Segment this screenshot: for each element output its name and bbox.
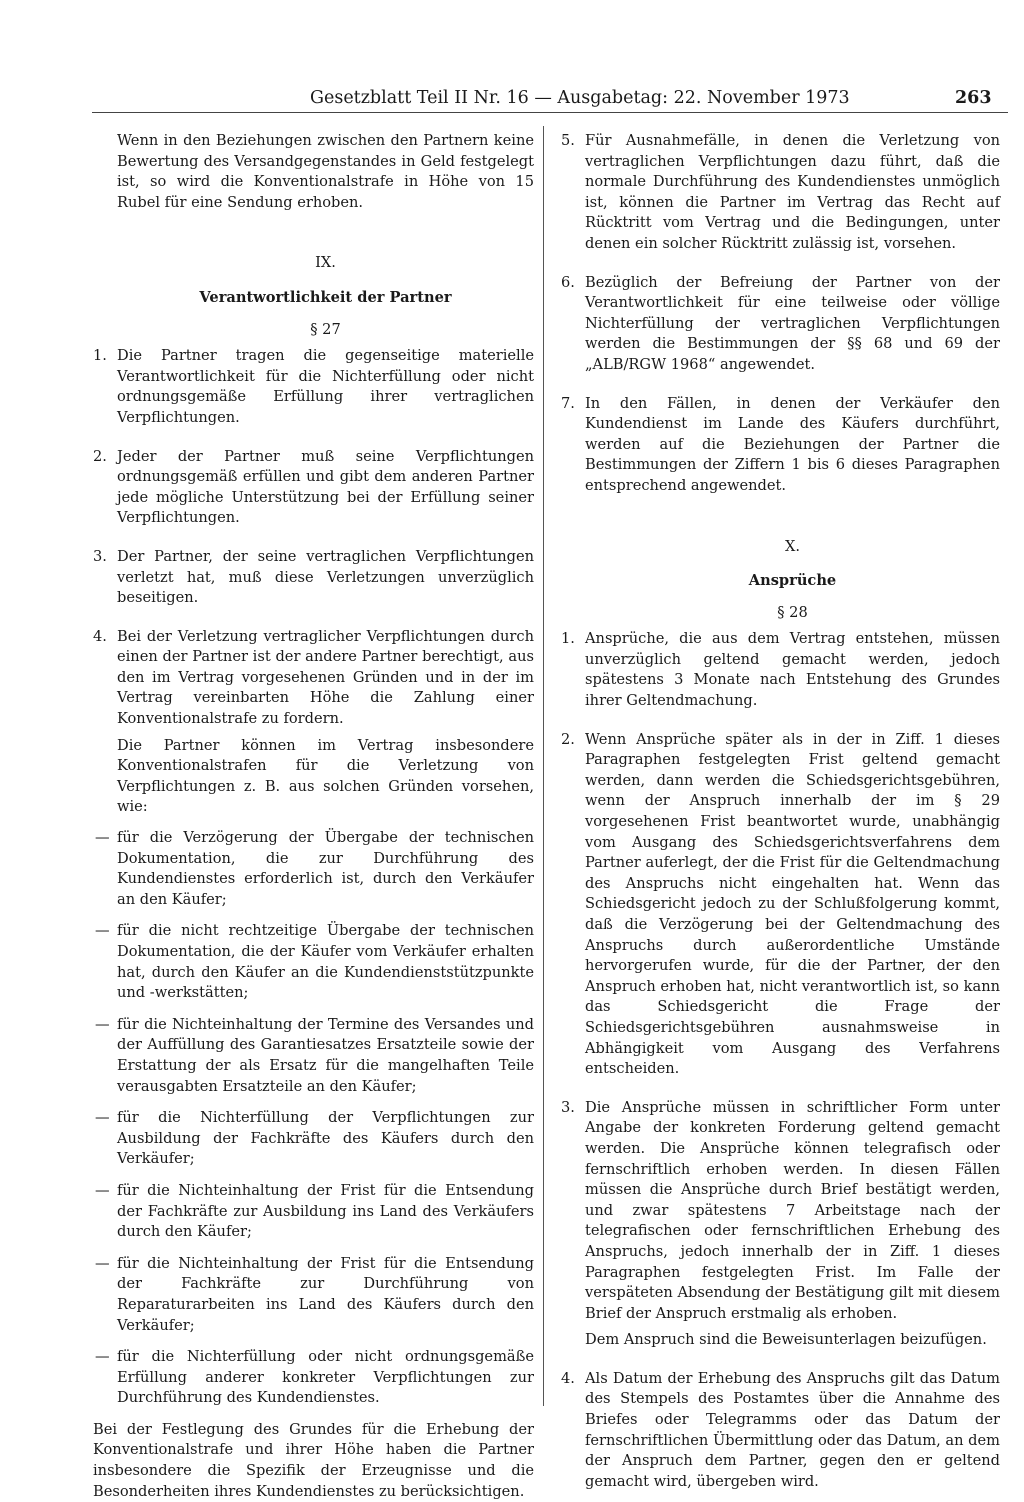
item-text: Bezüglich der Befreiung der Partner von der Verantwortlichkeit für eine teilweise oder völlige Nichterfüllung der vertraglichen Verpflichtungen werden die Bestimmungen der §§ 68 und 69 der „ALB/RGW 1968“ angewendet. [585,273,1000,373]
page-header: Gesetzblatt Teil II Nr. 16 — Ausgabetag: 22. November 1973 [310,88,850,108]
list-item [561,131,1000,255]
list-item [93,447,534,529]
header-rule [92,112,1008,113]
item-text: Jeder der Partner muß seine Verpflichtungen ordnungsgemäß erfüllen und gibt dem anderen Partner jede mögliche Unterstützung bei der Erfüllung seiner Verpflichtungen. [117,447,534,527]
section-number: IX. [315,254,336,272]
list-item [93,346,534,428]
list-item [561,1098,1000,1325]
item-text: Für Ausnahmefälle, in denen die Verletzung von vertraglichen Verpflichtungen dazu führt, daß die normale Durchführung des Kundendienstes unmöglich ist, können die Partner im Vertrag das Recht auf Rücktritt vom Vertrag und die Bedingungen, unter denen ein solcher Rücktritt zulässig ist, vorsehen. [585,132,1000,252]
item-number: 6. [561,273,575,291]
item-number: 3. [93,547,107,565]
section-title: Verantwortlichkeit der Partner [199,288,452,306]
intro-paragraph: Wenn in den Beziehungen zwischen den Partnern keine Bewertung des Versandgegenstandes in Geld festgelegt ist, so wird die Konventionalstrafe in Höhe von 15 Rubel für eine Sendung erhoben. [117,132,534,211]
dash-item: — für die nicht rechtzeitige Übergabe der technischen Dokumentation, die der Käufer vom Verkäufer erhalten hat, durch den Käufer an die Kundendienststützpunkte und -werkstätten; [95,922,534,1002]
item-number: 2. [93,447,107,465]
item-text: Als Datum der Erhebung des Anspruchs gilt das Datum des Stempels des Postamtes über die Annahme des Briefes oder Telegramms oder das Datum der fernschriftlichen Übermittlung oder das Datum, an dem der Anspruch dem Partner, gegen den er geltend gemacht wird, übergeben wird. [585,1369,1000,1490]
item-text: Der Partner, der seine vertraglichen Verpflichtungen verletzt hat, muß diese Verletzungen unverzüglich beseitigen. [117,547,534,607]
dash-item: — für die Nichteinhaltung der Termine des Versandes und der Auffüllung des Garantiesatzes Ersatzteile sowie der Erstattung der als Ersatz für die mangelhaften Teile verausgabten Ersatzteile an den Käufer; [95,1015,534,1095]
item-number: 3. [561,1098,575,1116]
list-item [561,730,1000,1080]
dash-item: — für die Nichterfüllung der Verpflichtungen zur Ausbildung der Fachkräfte des Käufers durch den Verkäufer; [95,1109,534,1168]
item-text: Die Partner tragen die gegenseitige materielle Verantwortlichkeit für die Nichterfüllung oder nicht ordnungsgemäße Erfüllung ihrer vertraglichen Verpflichtungen. [117,347,534,426]
item-number: 2. [561,730,575,748]
item-text: Die Ansprüche müssen in schriftlicher Form unter Angabe der konkreten Forderung geltend gemacht werden. Die Ansprüche können telegrafisch oder fernschriftlich erhoben werden. In diesen Fällen müssen die Ansprüche durch Brief bestätigt werden, und zwar spätestens 7 Arbeitstage nach der telegrafischen oder fernschriftlichen Erhebung des Anspruchs, jedoch innerhalb der in Ziff. 1 dieses Paragraphen festgelegten Frist. Im Falle der verspäteten Absendung der Bestätigung gilt mit diesem Brief der Anspruch erstmalig als erhoben. [585,1098,1000,1322]
list-item [561,273,1000,376]
section-number: X. [784,537,801,555]
closing-paragraph: Bei der Festlegung des Grundes für die Erhebung der Konventionalstrafe und ihrer Höhe haben die Partner insbesondere die Spezifik der Erzeugnisse und die Besonderheiten ihres Kundendienstes zu berücksichtigen. [93,1420,534,1500]
left-column [93,131,534,1502]
item-number: 7. [561,394,575,412]
column-divider [543,126,544,1406]
dash-item: — für die Nichteinhaltung der Frist für die Entsendung der Fachkräfte zur Durchführung von Reparaturarbeiten ins Land des Käufers durch den Verkäufer; [95,1254,534,1334]
item-number: 4. [561,1369,575,1387]
item-text: Wenn Ansprüche später als in der in Ziff. 1 dieses Paragraphen festgelegten Frist geltend gemacht werden, dann werden die Schiedsgerichtsgebühren, wenn der Anspruch innerhalb der im § 29 vorgesehenen Frist beantwortet wurde, unabhängig vom Ausgang des Schiedsgerichtsverfahrens dem Partner auferlegt, der die Frist für die Geltendmachung des Anspruchs nicht eingehalten hat. Wenn das Schiedsgericht jedoch zu der Schlußfolgerung kommt, daß die Verzögerung bei der Geltendmachung des Anspruchs durch außerordentliche Umstände hervorgerufen wurde, für die der Partner, der den Anspruch erhoben hat, nicht verantwortlich ist, so kann das Schiedsgericht die Frage der Schiedsgerichtsgebühren ausnahmsweise in Abhängigkeit vom Ausgang des Verfahrens entscheiden. [585,730,1000,1078]
item-continuation: Dem Anspruch sind die Beweisunterlagen beizufügen. [585,1331,987,1349]
item-continuation: Die Partner können im Vertrag insbesondere Konventionalstrafen für die Verletzung von Verpflichtungen z. B. aus solchen Gründen vorsehen, wie: [117,736,534,816]
list-item [561,1369,1000,1493]
list-item [561,629,1000,711]
item-number: 1. [561,630,575,648]
item-text: In den Fällen, in denen der Verkäufer den Kundendienst im Lande des Käufers durchführt, werden auf die Beziehungen der Partner die Bestimmungen der Ziffern 1 bis 6 dieses Paragraphen entsprechend angewendet. [585,394,1000,494]
list-item [93,627,534,730]
item-number: 1. [93,347,107,365]
page-number: 263 [955,88,992,108]
dash-list [95,822,534,1409]
dash-item: — für die Nichteinhaltung der Frist für die Entsendung der Fachkräfte zur Ausbildung ins Land des Verkäufers durch den Käufer; [95,1181,534,1241]
item-number: 5. [561,132,575,149]
section-title: Ansprüche [748,572,837,590]
item-number: 4. [93,627,107,645]
right-column [561,131,1000,1492]
item-text: Ansprüche, die aus dem Vertrag entstehen, müssen unverzüglich geltend gemacht werden, jedoch spätestens 3 Monate nach Entstehung des Grundes ihrer Geltendmachung. [585,630,1000,710]
list-item [93,547,534,609]
dash-item: — für die Nichterfüllung oder nicht ordnungsgemäße Erfüllung anderer konkreter Verpflichtungen zur Durchführung des Kundendienstes. [95,1348,534,1407]
paragraph-number: § 28 [777,603,808,621]
list-item [561,394,1000,497]
item-text: Bei der Verletzung vertraglicher Verpflichtungen durch einen der Partner ist der andere Partner berechtigt, aus den im Vertrag vorgesehenen Gründen und in der im Vertrag vereinbarten Höhe die Zahlung einer Konventionalstrafe zu fordern. [117,627,534,728]
paragraph-number: § 27 [310,320,341,338]
dash-item: — für die Verzögerung der Übergabe der technischen Dokumentation, die zur Durchführung des Kundendienstes erforderlich ist, durch den Verkäufer an den Käufer; [95,829,534,908]
